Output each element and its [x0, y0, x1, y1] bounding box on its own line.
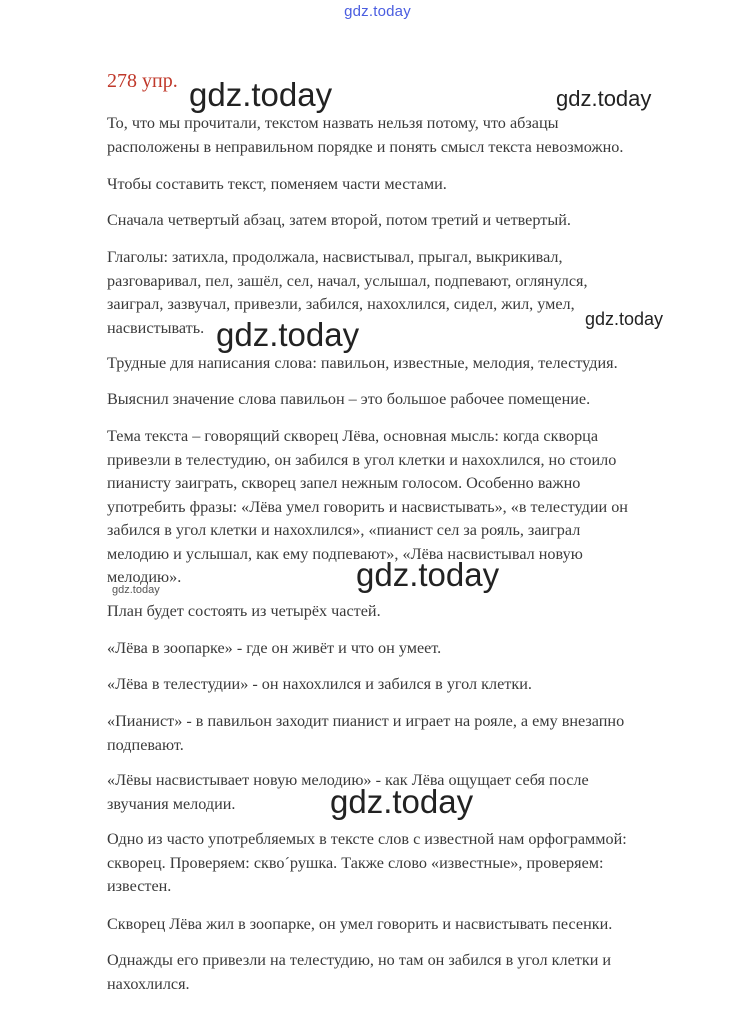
text-line: скворец. Проверяем: скво´рушка. Также слово «известные», проверяем: — [107, 853, 604, 872]
paragraph — [107, 112, 687, 159]
text-line: расположены в неправильном порядке и понять смысл текста невозможно. — [107, 137, 624, 156]
paragraph — [107, 637, 687, 661]
text-line: мелодию». — [107, 568, 182, 586]
text-line: Тема текста – говорящий скворец Лёва, основная мысль: когда скворца — [107, 427, 599, 445]
text-line: «Лёва в зоопарке» - где он живёт и что он умеет. — [107, 639, 442, 657]
paragraph — [107, 209, 687, 233]
paragraph — [107, 388, 687, 412]
text-line: насвистывать. — [107, 318, 205, 337]
text-line: пианисту заиграть, скворец запел нежным голосом. Особенно важно — [107, 474, 581, 492]
watermark: gdz.today — [585, 309, 664, 329]
watermark: gdz.today — [356, 556, 500, 593]
paragraph — [107, 600, 687, 624]
watermark: gdz.today — [112, 584, 160, 596]
text-line: известен. — [107, 877, 172, 895]
text-line: Выяснил значение слова павильон – это большое рабочее помещение. — [107, 390, 591, 408]
paragraph — [107, 913, 687, 937]
text-line: привезли в телестудию, он забился в угол клетки и нахохлился, но стоило — [107, 450, 617, 469]
text-line: подпевают. — [107, 735, 184, 754]
text-line: Скворец Лёва жил в зоопарке, он умел говорить и насвистывать песенки. — [107, 915, 613, 933]
text-line: Одно из часто употребляемых в тексте слов с известной нам орфограммой: — [107, 830, 627, 848]
text-line: «Пианист» - в павильон заходит пианист и играет на рояле, а ему внезапно — [107, 712, 625, 730]
text-line: забился в угол клетки и нахохлился», «пианист сел за рояль, заиграл — [107, 521, 581, 539]
text-line: разговаривал, пел, зашёл, сел, начал, услышал, подпевают, оглянулся, — [107, 271, 588, 290]
paragraph — [107, 352, 687, 376]
paragraph — [107, 710, 687, 757]
text-line: «Лёвы насвистывает новую мелодию» - как Лёва ощущает себя после — [107, 771, 589, 789]
watermark: gdz.today — [189, 76, 333, 113]
paragraph — [107, 828, 687, 899]
text-line: Однажды его привезли на телестудию, но там он забился в угол клетки и — [107, 951, 612, 969]
text-line: Сначала четвертый абзац, затем второй, потом третий и четвертый. — [107, 211, 571, 229]
text-line: заиграл, зазвучал, привезли, забился, нахохлился, сидел, жил, умел, — [107, 295, 575, 313]
text-line: Чтобы составить текст, поменяем части местами. — [107, 175, 447, 193]
text-line: звучания мелодии. — [107, 794, 236, 813]
text-line: нахохлился. — [107, 974, 190, 993]
text-line: План будет состоять из четырёх частей. — [107, 602, 381, 620]
text-line: употребить фразы: «Лёва умел говорить и насвистывать», «в телестудии он — [107, 497, 628, 516]
paragraph — [107, 173, 687, 197]
watermark: gdz.today — [556, 86, 652, 111]
paragraph — [107, 949, 687, 996]
text-line: То, что мы прочитали, текстом назвать нельзя потому, что абзацы — [107, 114, 559, 132]
text-line: Глаголы: затихла, продолжала, насвистывал, прыгал, выкрикивал, — [107, 248, 563, 266]
exercise-title: 278 упр. — [107, 70, 178, 92]
text-line: Трудные для написания слова: павильон, известные, мелодия, телестудия. — [107, 354, 618, 372]
top-watermark: gdz.today — [344, 3, 411, 20]
paragraph — [107, 673, 687, 697]
text-line: мелодию и услышал, как ему подпевают», «Лёва насвистывал новую — [107, 544, 583, 563]
watermark: gdz.today — [216, 316, 360, 353]
watermark: gdz.today — [330, 783, 474, 820]
text-line: «Лёва в телестудии» - он нахохлился и забился в угол клетки. — [107, 675, 532, 693]
